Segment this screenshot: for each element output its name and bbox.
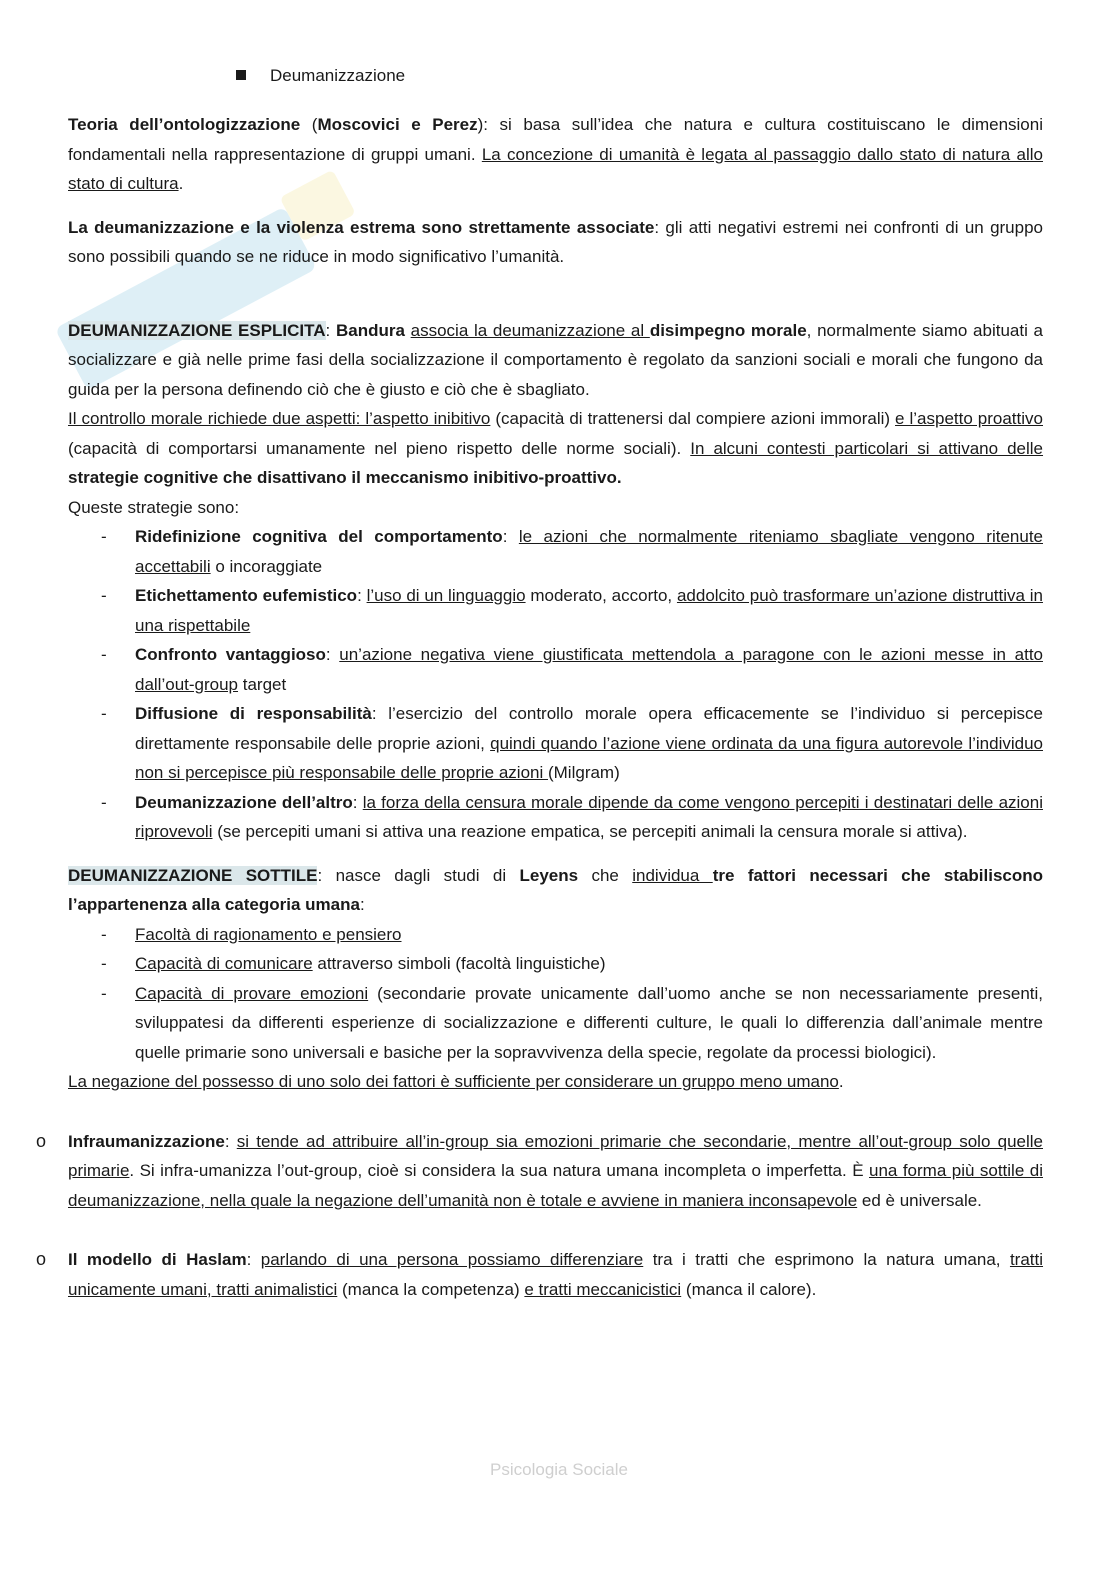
list-item: - Capacità di provare emozioni (secondarie provate unicamente dall’uomo anche se non necessariamente presenti, sviluppatesi da differenti esperienze di socializzazione e differenti culture, le quali lo differenzia dall’animale mentre quelle primarie sono universali e basiche per la sopravvivenza della specie, regolate da processi biologici). [101,983,1044,1062]
paragraph-strategie-intro: Queste strategie sono: [68,497,240,517]
section-heading: Deumanizzazione [236,62,1043,90]
list-item: - Etichettamento eufemistico: l’uso di un linguaggio moderato, accorto, addolcito può trasformare un’azione distruttiva in una rispettabile [101,586,1043,635]
paragraph-modello-haslam: o Il modello di Haslam: parlando di una persona possiamo differenziare tra i tratti che esprimono la natura umana, tratti unicamente umani, tratti animalistici (manca la competenza) e tratti meccanicistici (manca il calore). [68,1245,1043,1304]
circle-bullet-icon: o [36,1249,47,1269]
strategies-list [68,522,1043,847]
list-item: - Capacità di comunicare attraverso simboli (facoltà linguistiche) [101,954,606,973]
paragraph-infraumanizzazione: o Infraumanizzazione: si tende ad attribuire all’in-group sia emozioni primarie che secondarie, mentre all’out-group solo quelle primarie. Si infra-umanizza l’out-group, cioè si considera la sua natura umana incompleta o imperfetta. È una forma più sottile di deumanizzazione, nella quale la negazione dell’umanità non è totale e avviene in maniera inconsapevole ed è universale. [68,1127,1043,1216]
paragraph-deumanizzazione-sottile: DEUMANIZZAZIONE SOTTILE: nasce dagli studi di Leyens che individua tre fattori necessari che stabiliscono l’appartenenza alla categoria umana: [68,865,1044,914]
list-item: - Confronto vantaggioso: un’azione negativa viene giustificata mettendola a paragone con le azioni messe in atto dall’out-group target [101,645,1043,694]
square-bullet-icon [236,70,246,80]
list-item: - Facoltà di ragionamento e pensiero [101,924,402,944]
circle-bullet-icon: o [36,1130,47,1151]
paragraph-ontologizzazione: Teoria dell’ontologizzazione (Moscovici e Perez): si basa sull’idea che natura e cultura costituiscano le dimensioni fondamentali nella rappresentazione di gruppi umani. La concezione di umanità è legata al passaggio dallo stato di natura allo stato di cultura. [68,115,1043,193]
paragraph-controllo-morale: Il controllo morale richiede due aspetti: l’aspetto inibitivo (capacità di trattenersi dal compiere azioni immorali) e l’aspetto proattivo (capacità di comportarsi umanamente nel pieno rispetto delle norme sociali). In alcuni contesti particolari si attivano delle strategie cognitive che disattivano il meccanismo inibitivo-proattivo. [68,409,1044,487]
factors-list [68,920,1043,1068]
paragraph-negazione: La negazione del possesso di uno solo dei fattori è sufficiente per considerare un gruppo meno umano. [68,1072,844,1091]
paragraph-violenza: La deumanizzazione e la violenza estrema sono strettamente associate: gli atti negativi estremi nei confronti di un gruppo sono possibili quando se ne riduce in modo significativo l’umanità. [68,217,1044,266]
list-item: - Ridefinizione cognitiva del comportamento: le azioni che normalmente riteniamo sbagliate vengono ritenute accettabili o incoraggiate [101,527,1043,576]
paragraph-deumanizzazione-esplicita: DEUMANIZZAZIONE ESPLICITA: Bandura associa la deumanizzazione al disimpegno morale, normalmente siamo abituati a socializzare e già nelle prime fasi della socializzazione il comportamento è regolato da sanzioni sociali e morali che fungono da guida per la persona definendo ciò che è giusto e ciò che è sbagliato. [68,320,1043,399]
page-footer: Psicologia Sociale [490,1460,628,1479]
list-item: - Diffusione di responsabilità: l’esercizio del controllo morale opera efficacemente se l’individuo si percepisce direttamente responsabile delle proprie azioni, quindi quando l’azione viene ordinata da una figura autorevole l’individuo non si percepisce più responsabile delle proprie azioni (Milgram) [101,704,1044,782]
document-body [36,62,1044,1304]
list-item: - Deumanizzazione dell’altro: la forza della censura morale dipende da come vengono percepiti i destinatari delle azioni riprovevoli (se percepiti umani si attiva una reazione empatica, se percepiti animali la censura morale si attiva). [101,792,1043,841]
